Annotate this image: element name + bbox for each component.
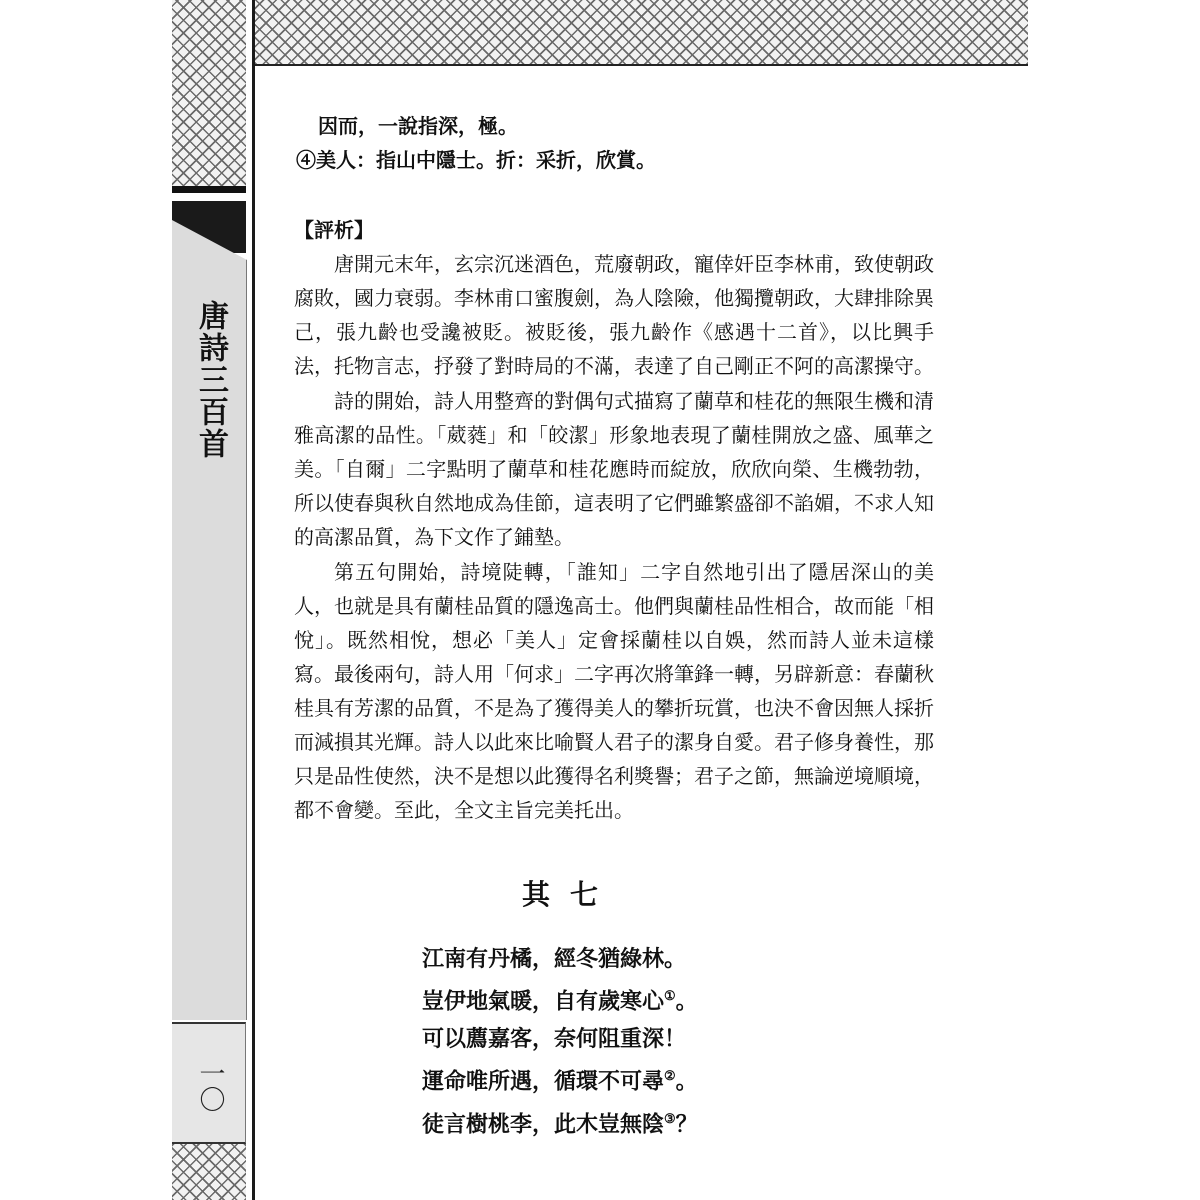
poem-line: 徒言樹桃李，此木豈無陰③？ (422, 1110, 698, 1137)
poem-title: 其七 (522, 878, 619, 911)
spine-rule (252, 0, 255, 1200)
sidebar-top-pattern (172, 0, 246, 188)
book-title: 唐詩三百首 (193, 300, 228, 460)
poem-line: 可以薦嘉客，奈何阻重深！ (422, 1026, 687, 1053)
sidebar-bottom-pattern (172, 1142, 246, 1200)
header-rule (255, 64, 1028, 66)
footnote-marker: ① (664, 989, 676, 1004)
poem-line: 運命唯所遇，循環不可尋②。 (422, 1068, 698, 1095)
sidebar-band-line (172, 186, 246, 193)
analysis-paragraph: 詩的開始，詩人用整齊的對偶句式描寫了蘭草和桂花的無限生機和清雅高潔的品性。「葳蕤」和「皎潔」形象地表現了蘭桂開放之盛、風華之美。「自爾」二字點明了蘭草和桂花應時而綻放，欣欣向榮、生機勃勃，所以使春與秋自然地成為佳節，這表明了它們雖繁盛卻不諂媚，不求人知的高潔品質，為下文作了鋪墊。 (294, 389, 934, 549)
poem-body (422, 940, 698, 1143)
poem-line: 豈伊地氣暖，自有歲寒心①。 (422, 988, 698, 1015)
footnote-3-continuation: 因而，一說指深，極。 (318, 114, 518, 138)
footnote-marker: ③ (664, 1111, 676, 1127)
footnote-marker: ② (664, 1069, 676, 1085)
analysis-paragraph: 第五句開始，詩境陡轉，「誰知」二字自然地引出了隱居深山的美人，也就是具有蘭桂品質的隱逸高士。他們與蘭桂品性相合，故而能「相悅」。既然相悅，想必「美人」定會採蘭桂以自娛，然而詩人並未這樣寫。最後兩句，詩人用「何求」二字再次將筆鋒一轉，另辟新意：春蘭秋桂具有芳潔的品質，不是為了獲得美人的攀折玩賞，也決不會因無人採折而減損其光輝。詩人以此來比喻賢人君子的潔身自愛。君子修身養性，那只是品性使然，決不是想以此獲得名利獎譽；君子之節，無論逆境順境，都不會變。至此，全文主旨完美托出。 (294, 560, 934, 822)
header-pattern (255, 0, 1028, 64)
poem-line: 江南有丹橘，經冬猶綠林。 (422, 946, 687, 972)
footnote-4: ④美人：指山中隱士。折：采折，欣賞。 (296, 148, 656, 172)
analysis-body (294, 247, 934, 828)
page-number: 一〇 (195, 1060, 225, 1112)
analysis-heading: 【評析】 (294, 218, 374, 242)
analysis-paragraph: 唐開元末年，玄宗沉迷酒色，荒廢朝政，寵倖奸臣李林甫，致使朝政腐敗，國力衰弱。李林甫口蜜腹劍，為人陰險，他獨攬朝政，大肆排除異己，張九齡也受讒被貶。被貶後，張九齡作《感遇十二首》，以比興手法，托物言志，抒發了對時局的不滿，表達了自己剛正不阿的高潔操守。 (294, 252, 934, 378)
